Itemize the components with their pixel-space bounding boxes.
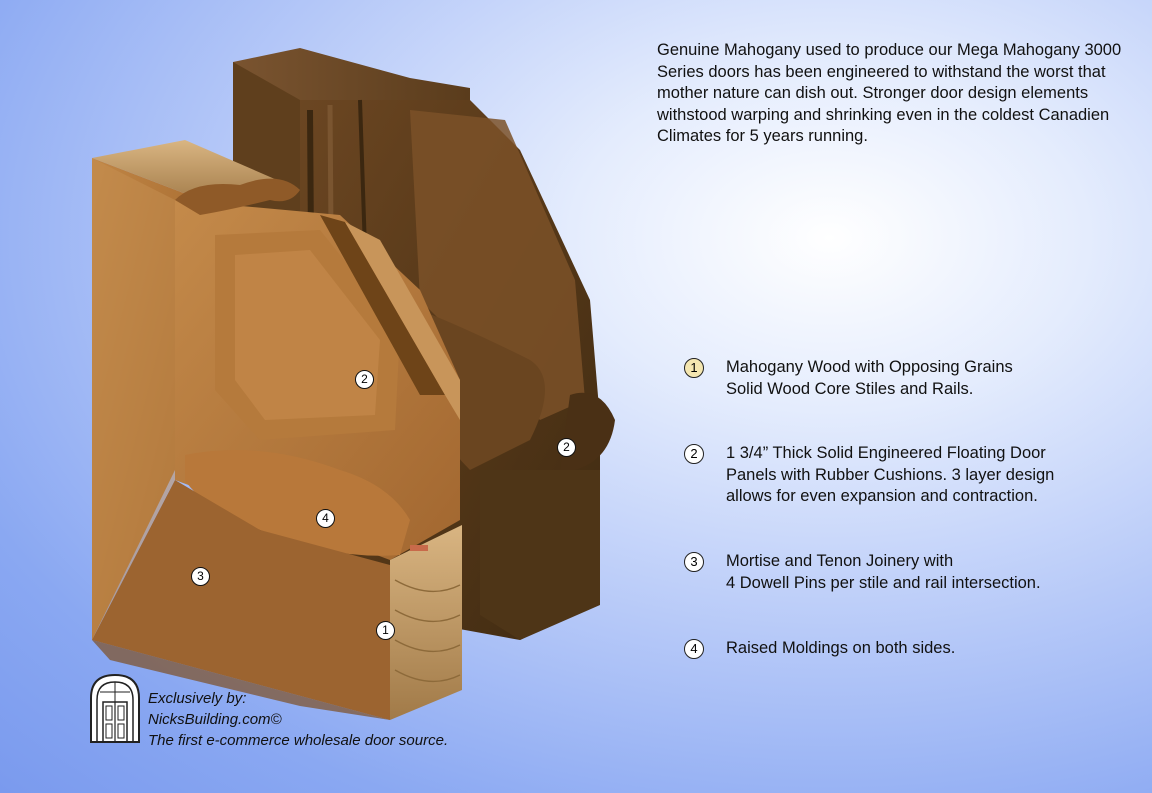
feature-line: Raised Moldings on both sides. [726, 639, 956, 657]
credit-line: Exclusively by: [148, 690, 247, 707]
feature-number-badge: 1 [684, 358, 704, 378]
door-logo-icon [88, 672, 142, 744]
photo-callout-4: 4 [316, 509, 335, 528]
photo-callout-2-front: 2 [355, 370, 374, 389]
feature-line: Mortise and Tenon Joinery with [726, 552, 954, 570]
credit-website: NicksBuilding.com© [148, 711, 282, 728]
feature-text [726, 357, 1116, 400]
feature-number-badge: 3 [684, 552, 704, 572]
feature-line: allows for even expansion and contraction. [726, 487, 1038, 505]
feature-line: 4 Dowell Pins per stile and rail intersection. [726, 573, 1041, 592]
feature-number-badge: 2 [684, 444, 704, 464]
feature-line: Panels with Rubber Cushions. 3 layer design [726, 465, 1055, 484]
credit-tagline: The first e-commerce wholesale door source. [148, 732, 449, 749]
feature-line: 1 3/4” Thick Solid Engineered Floating Door [726, 444, 1046, 462]
feature-text [726, 551, 1116, 594]
photo-callout-1: 1 [376, 621, 395, 640]
credit-block [148, 688, 448, 751]
feature-line: Mahogany Wood with Opposing Grains [726, 358, 1013, 376]
feature-number-badge: 4 [684, 639, 704, 659]
feature-line: Solid Wood Core Stiles and Rails. [726, 379, 974, 398]
feature-text [726, 638, 1116, 660]
photo-callout-2-back: 2 [557, 438, 576, 457]
intro-paragraph: Genuine Mahogany used to produce our Mega Mahogany 3000 Series doors has been engineered to withstand the worst that mother nature can dish out. Stronger door design elements withstood warping and shrinking even in the coldest Canadien Climates for 5 years running. [657, 41, 1122, 145]
photo-callout-3: 3 [191, 567, 210, 586]
feature-text [726, 443, 1116, 508]
